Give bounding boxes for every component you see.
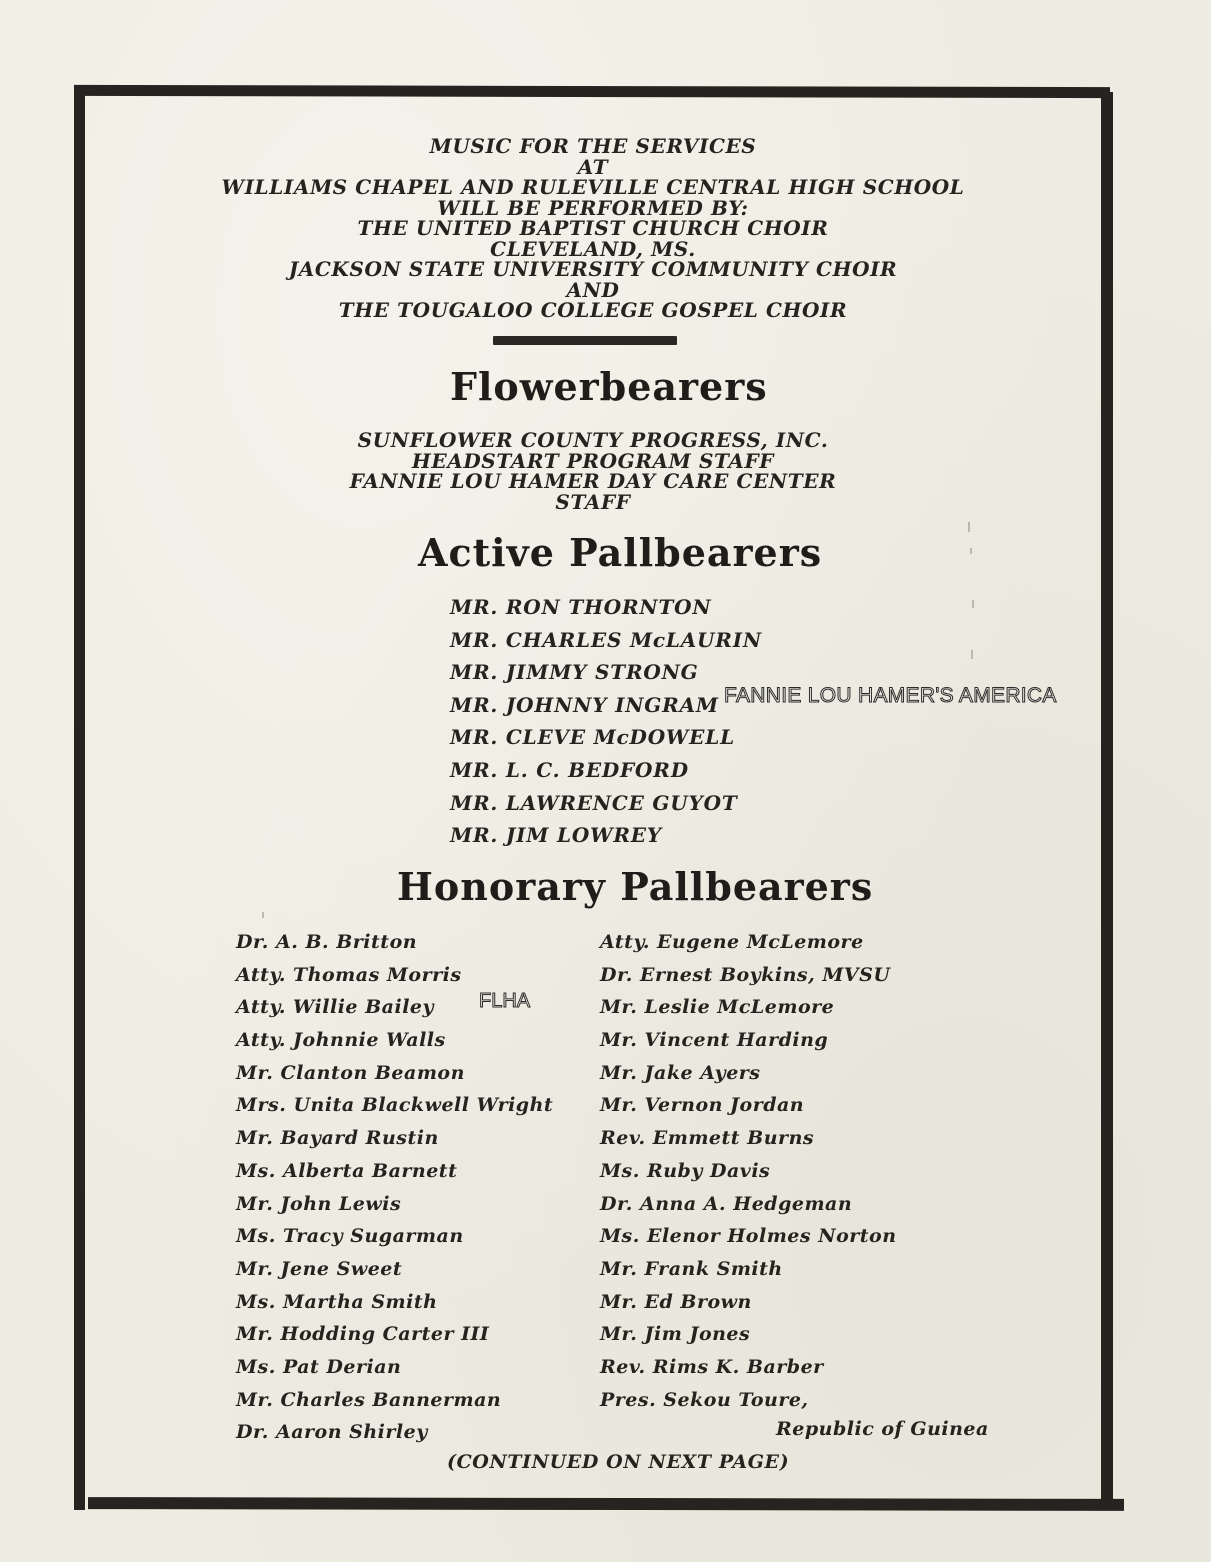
honorary-name: Mr. Charles Bannerman [236, 1388, 502, 1411]
honorary-name: Atty. Willie Bailey [236, 996, 435, 1019]
honorary-name: Mr. Clanton Beamon [236, 1061, 465, 1084]
honorary-name: Dr. A. B. Britton [236, 931, 418, 953]
pallbearer-name: MR. L. C. BEDFORD [450, 757, 689, 782]
honorary-name: Dr. Anna A. Hedgeman [600, 1192, 853, 1215]
honorary-name: Mr. John Lewis [236, 1192, 402, 1215]
active-pallbearers-list [450, 594, 762, 855]
honorary-name: Dr. Ernest Boykins, MVSU [600, 963, 891, 986]
honorary-name: Mr. Frank Smith [600, 1257, 783, 1280]
honorary-name: Ms. Tracy Sugarman [236, 1225, 464, 1248]
paper-speck [970, 548, 972, 554]
honorary-name: Mrs. Unita Blackwell Wright [236, 1094, 554, 1117]
honorary-name: Mr. Leslie McLemore [600, 996, 835, 1019]
honorary-name: Ms. Elenor Holmes Norton [600, 1225, 897, 1248]
honorary-name: Ms. Alberta Barnett [236, 1159, 458, 1182]
honorary-name: Mr. Vernon Jordan [600, 1094, 805, 1117]
pallbearer-name: MR. JIM LOWREY [450, 823, 662, 848]
honorary-name: Mr. Bayard Rustin [236, 1127, 439, 1150]
music-line: THE UNITED BAPTIST CHURCH CHOIR [357, 216, 829, 240]
honorary-list-right [600, 930, 897, 1420]
honorary-name: Mr. Jene Sweet [236, 1257, 403, 1280]
pallbearer-name: MR. CLEVE McDOWELL [450, 725, 735, 750]
honorary-name: Mr. Ed Brown [600, 1290, 752, 1313]
music-line: WILLIAMS CHAPEL AND RULEVILLE CENTRAL HIGH SCHOOL [221, 175, 965, 199]
honorary-name: Atty. Eugene McLemore [600, 931, 864, 953]
pallbearer-name: MR. RON THORNTON [450, 595, 712, 619]
flowerbearers-heading: Flowerbearers [450, 364, 768, 409]
honorary-name: Ms. Pat Derian [236, 1355, 402, 1378]
music-line: THE TOUGALOO COLLEGE GOSPEL CHOIR [338, 298, 848, 322]
music-line: WILL BE PERFORMED BY: [437, 195, 749, 220]
honorary-name: Pres. Sekou Toure, [600, 1388, 809, 1411]
flowerbearer-line: SUNFLOWER COUNTY PROGRESS, INC. [357, 428, 829, 452]
flowerbearers-list [85, 430, 1101, 512]
honorary-name: Atty. Johnnie Walls [236, 1029, 446, 1052]
music-line: AT [577, 154, 609, 179]
border-left [74, 86, 85, 1510]
honorary-name: Mr. Hodding Carter III [236, 1323, 490, 1346]
music-section [85, 136, 1101, 321]
paper-speck [968, 522, 970, 532]
honorary-name: Dr. Aaron Shirley [236, 1421, 428, 1444]
active-pallbearers-heading: Active Pallbearers [418, 530, 823, 575]
pallbearer-name: MR. JOHNNY INGRAM [450, 692, 719, 717]
continued-note: (CONTINUED ON NEXT PAGE) [447, 1451, 790, 1473]
pallbearer-name: MR. LAWRENCE GUYOT [450, 790, 738, 815]
paper-speck [262, 912, 264, 918]
pallbearer-name: MR. JIMMY STRONG [450, 660, 699, 685]
honorary-name: Ms. Martha Smith [236, 1290, 438, 1313]
music-line: CLEVELAND, MS. [490, 236, 696, 261]
paper-speck [972, 600, 974, 608]
flowerbearer-line: STAFF [555, 489, 631, 514]
honorary-name: Rev. Rims K. Barber [600, 1355, 824, 1378]
section-divider [493, 336, 677, 345]
border-right [1101, 92, 1113, 1508]
border-bottom [88, 1497, 1124, 1511]
honorary-pallbearers-heading: Honorary Pallbearers [397, 864, 874, 909]
music-line: JACKSON STATE UNIVERSITY COMMUNITY CHOIR [288, 257, 898, 281]
flowerbearer-line: HEADSTART PROGRAM STAFF [411, 448, 775, 473]
pallbearer-name: MR. CHARLES McLAURIN [450, 627, 762, 652]
honorary-name: Atty. Thomas Morris [236, 963, 462, 986]
music-line: MUSIC FOR THE SERVICES [429, 134, 757, 158]
honorary-name-continuation: Republic of Guinea [776, 1418, 989, 1440]
honorary-name: Rev. Emmett Burns [600, 1127, 815, 1150]
honorary-name: Ms. Ruby Davis [600, 1159, 771, 1182]
watermark-small: FLHA [479, 990, 531, 1012]
honorary-name: Mr. Jake Ayers [600, 1061, 761, 1084]
border-top [74, 85, 1110, 98]
honorary-name: Mr. Vincent Harding [600, 1029, 829, 1052]
flowerbearer-line: FANNIE LOU HAMER DAY CARE CENTER [349, 469, 837, 493]
honorary-name: Mr. Jim Jones [600, 1323, 751, 1346]
watermark-main: FANNIE LOU HAMER'S AMERICA [724, 684, 1057, 707]
music-line: AND [566, 277, 620, 302]
paper-speck [971, 650, 973, 659]
